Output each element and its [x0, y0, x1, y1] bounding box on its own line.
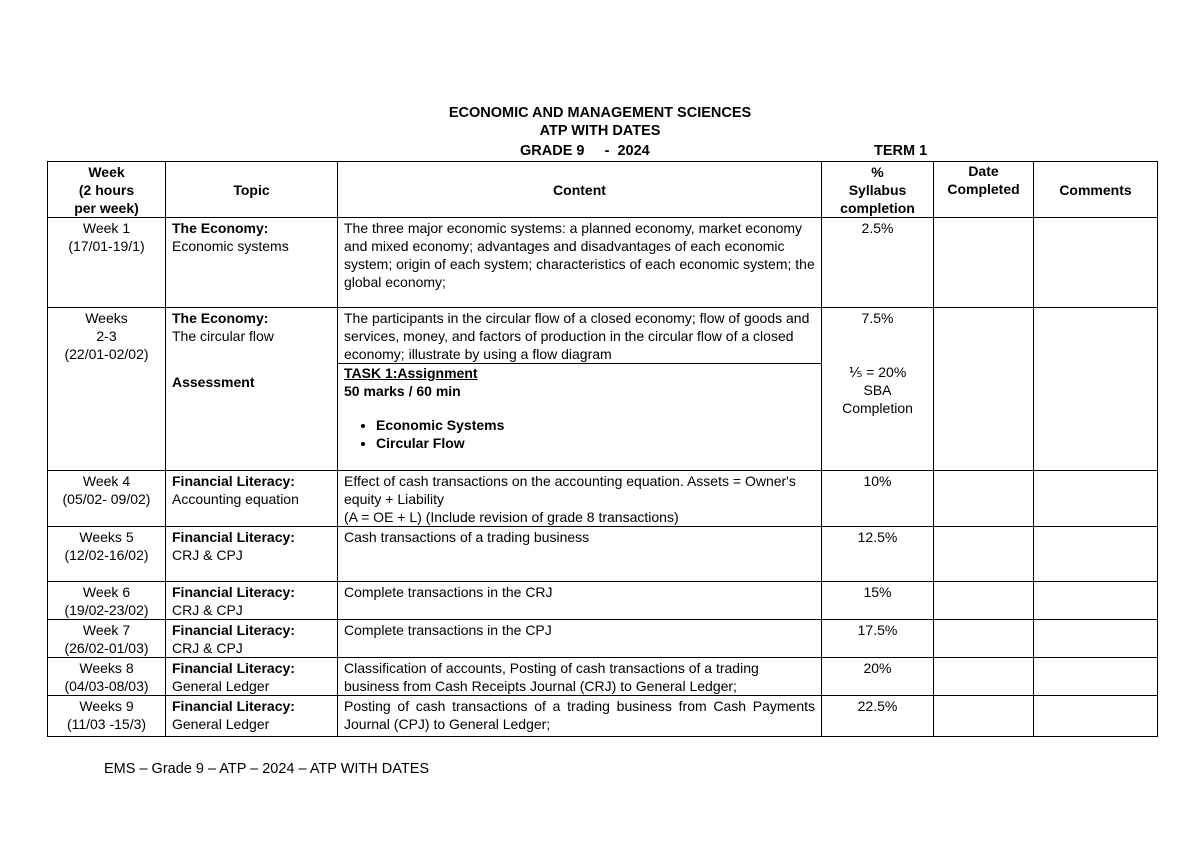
list-item: • Economic Systems	[376, 416, 815, 434]
task-topic-list	[344, 416, 815, 452]
table-row	[48, 308, 1158, 471]
week-cell: Week 6 (19/02-23/02)	[48, 582, 166, 620]
topic-name: CRJ & CPJ	[172, 547, 243, 563]
topic-name: General Ledger	[172, 716, 270, 732]
col-header-comments: Comments	[1034, 162, 1158, 218]
comments-cell[interactable]	[1034, 582, 1158, 620]
date-completed-cell[interactable]	[934, 582, 1034, 620]
percent-cell: 22.5%	[822, 696, 934, 737]
document-title: ECONOMIC AND MANAGEMENT SCIENCES	[448, 105, 752, 121]
term-label: TERM 1	[874, 143, 928, 159]
content-cell: Effect of cash transactions on the accounting equation. Assets = Owner's equity + Liability (A = OE + L) (Include revision of grade 8 transactions)	[338, 471, 822, 527]
col-header-topic: Topic	[166, 162, 338, 218]
percent-value: 7.5%	[861, 310, 894, 326]
week-cell: Week 7 (26/02-01/03)	[48, 620, 166, 658]
percent-cell: 12.5%	[822, 527, 934, 582]
task-marks: 50 marks / 60 min	[344, 383, 461, 399]
list-item: • Circular Flow	[376, 434, 815, 452]
topic-heading: Financial Literacy:	[172, 473, 295, 489]
topic-heading: Financial Literacy:	[172, 698, 295, 714]
topic-heading: Financial Literacy:	[172, 660, 295, 676]
content-cell: Posting of cash transactions of a trading business from Cash Payments Journal (CPJ) to General Ledger;	[338, 696, 822, 737]
percent-cell: 2.5%	[822, 218, 934, 308]
page-footer: EMS – Grade 9 – ATP – 2024 – ATP WITH DATES	[104, 761, 430, 777]
content-cell: Complete transactions in the CRJ	[338, 582, 822, 620]
topic-name: The circular flow	[172, 328, 274, 344]
topic-name: General Ledger	[172, 678, 270, 694]
topic-heading: Financial Literacy:	[172, 529, 295, 545]
topic-name: Accounting equation	[172, 491, 299, 507]
table-row	[48, 620, 1158, 658]
topic-cell	[166, 527, 338, 582]
date-completed-cell[interactable]	[934, 620, 1034, 658]
sba-completion: ⅕ = 20% SBA Completion	[842, 364, 913, 416]
date-completed-cell[interactable]	[934, 218, 1034, 308]
topic-heading: Financial Literacy:	[172, 622, 295, 638]
percent-cell: 15%	[822, 582, 934, 620]
content-text: The participants in the circular flow of a closed economy; flow of goods and services, money, and factors of production in the circular flow of a closed economy; illustrate by using a flow diagram	[344, 310, 810, 362]
date-completed-cell[interactable]	[934, 696, 1034, 737]
table-row	[48, 658, 1158, 696]
percent-cell	[822, 308, 934, 471]
comments-cell[interactable]	[1034, 620, 1158, 658]
content-cell: Complete transactions in the CPJ	[338, 620, 822, 658]
topic-cell	[166, 658, 338, 696]
week-cell: Weeks 2-3 (22/01-02/02)	[48, 308, 166, 471]
week-cell: Weeks 5 (12/02-16/02)	[48, 527, 166, 582]
percent-cell: 17.5%	[822, 620, 934, 658]
content-cell	[338, 308, 822, 471]
topic-cell	[166, 696, 338, 737]
percent-cell: 10%	[822, 471, 934, 527]
table-row	[48, 218, 1158, 308]
topic-cell	[166, 620, 338, 658]
table-row	[48, 527, 1158, 582]
topic-cell	[166, 471, 338, 527]
date-completed-cell[interactable]	[934, 471, 1034, 527]
topic-name: CRJ & CPJ	[172, 602, 243, 618]
topic-cell	[166, 308, 338, 471]
comments-cell[interactable]	[1034, 471, 1158, 527]
table-row	[48, 582, 1158, 620]
comments-cell[interactable]	[1034, 658, 1158, 696]
content-cell: The three major economic systems: a planned economy, market economy and mixed economy; advantages and disadvantages of each economic system; origin of each system; characteristics of each economic system; the global economy;	[338, 218, 822, 308]
comments-cell[interactable]	[1034, 527, 1158, 582]
week-cell: Weeks 9 (11/03 -15/3)	[48, 696, 166, 737]
week-cell: Week 1 (17/01-19/1)	[48, 218, 166, 308]
table-row	[48, 696, 1158, 737]
topic-name: CRJ & CPJ	[172, 640, 243, 656]
week-cell: Weeks 8 (04/03-08/03)	[48, 658, 166, 696]
grade-label: GRADE 9 - 2024	[520, 143, 650, 159]
topic-heading: Financial Literacy:	[172, 584, 295, 600]
document-subtitle: ATP WITH DATES	[539, 123, 661, 139]
date-completed-cell[interactable]	[934, 308, 1034, 471]
topic-cell	[166, 582, 338, 620]
topic-heading: The Economy:	[172, 310, 269, 326]
atp-table	[47, 161, 1158, 737]
date-completed-cell[interactable]	[934, 527, 1034, 582]
col-header-syllabus: % Syllabus completion	[822, 162, 934, 218]
task-block	[338, 363, 821, 452]
content-cell: Cash transactions of a trading business	[338, 527, 822, 582]
col-header-content: Content	[338, 162, 822, 218]
content-cell: Classification of accounts, Posting of cash transactions of a trading business from Cash Receipts Journal (CRJ) to General Ledger;	[338, 658, 822, 696]
topic-heading: The Economy:	[172, 220, 269, 236]
col-header-week: Week (2 hours per week)	[48, 162, 166, 218]
comments-cell[interactable]	[1034, 696, 1158, 737]
date-completed-cell[interactable]	[934, 658, 1034, 696]
week-cell: Week 4 (05/02- 09/02)	[48, 471, 166, 527]
task-title: TASK 1:Assignment	[344, 365, 478, 381]
topic-cell	[166, 218, 338, 308]
comments-cell[interactable]	[1034, 218, 1158, 308]
topic-name: Economic systems	[172, 238, 289, 254]
comments-cell[interactable]	[1034, 308, 1158, 471]
percent-cell: 20%	[822, 658, 934, 696]
col-header-date-completed: Date Completed	[934, 162, 1034, 218]
assessment-label: Assessment	[172, 374, 255, 390]
table-row	[48, 471, 1158, 527]
